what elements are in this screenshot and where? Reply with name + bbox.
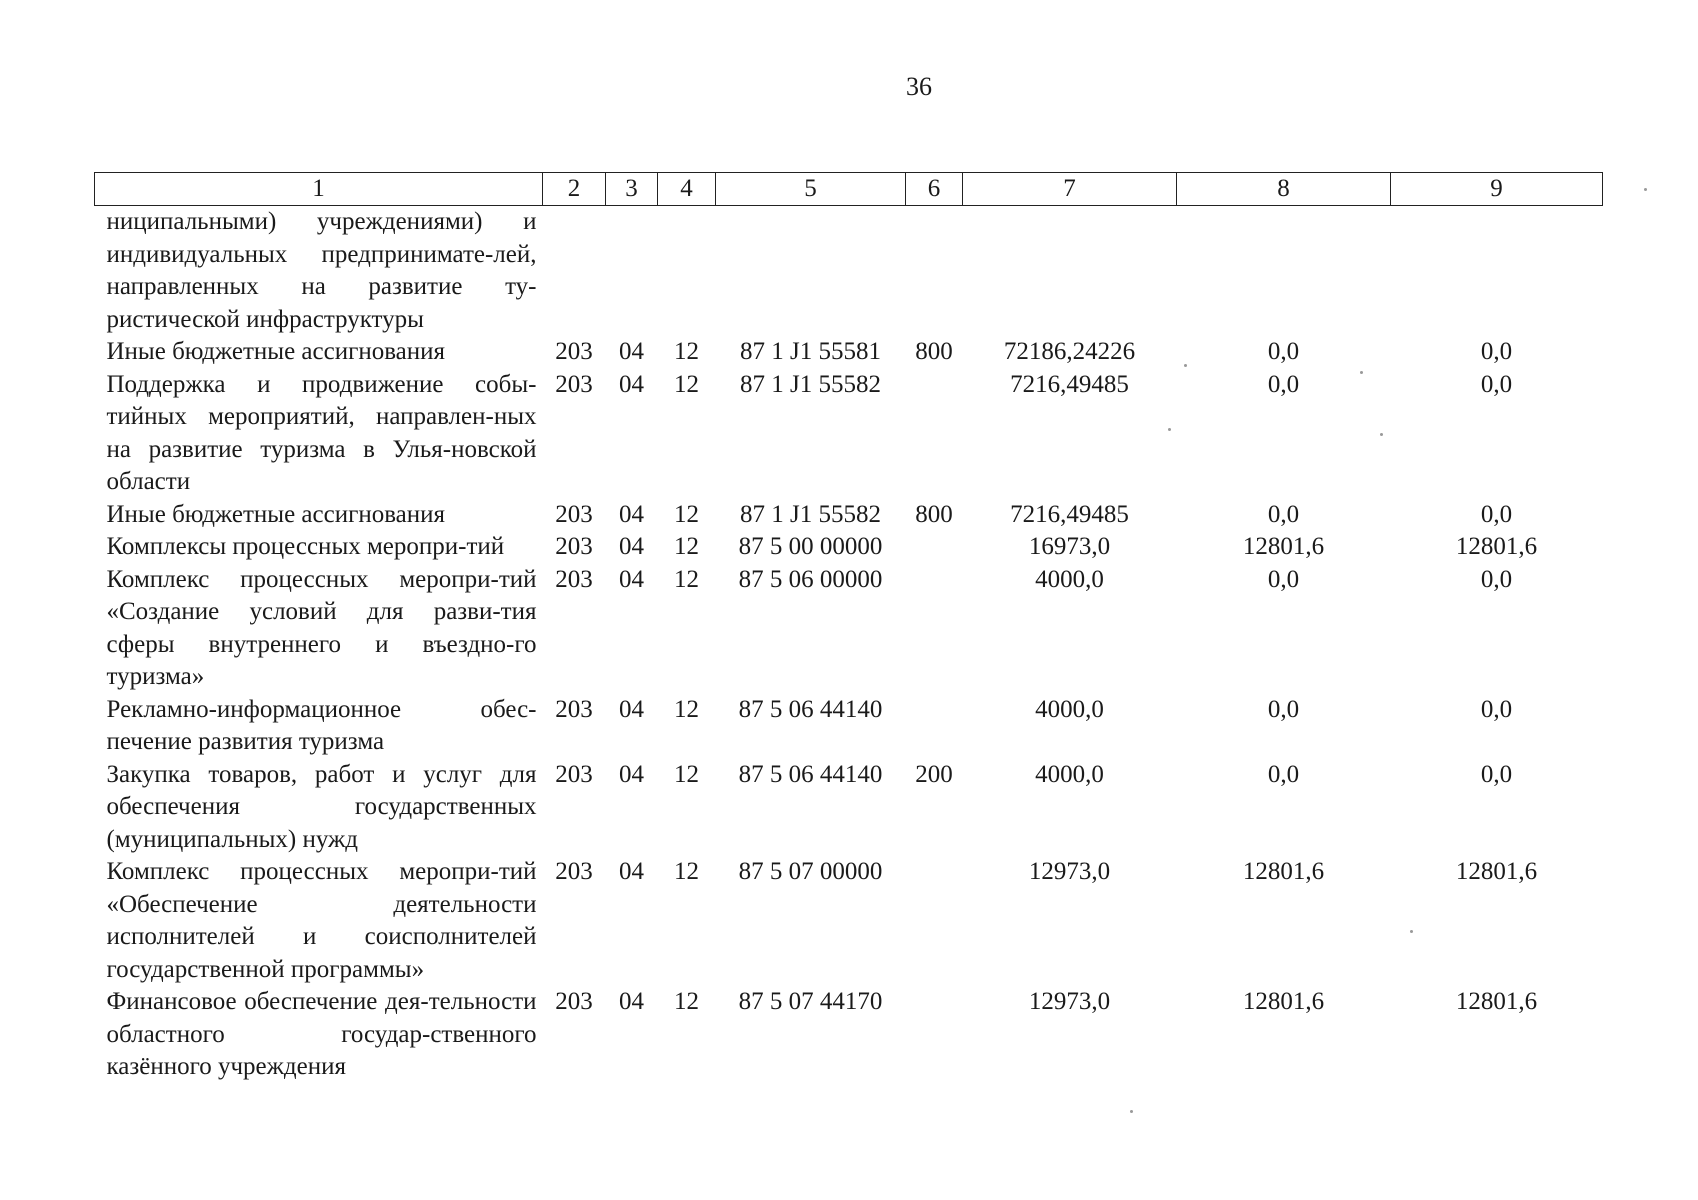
row-cell-col-3 bbox=[606, 206, 658, 337]
row-cell-col-4 bbox=[658, 206, 716, 337]
column-header-6: 6 bbox=[906, 173, 963, 206]
row-cell-col-8: 12801,6 bbox=[1242, 533, 1325, 560]
row-cell-col-4: 12 bbox=[674, 760, 699, 788]
table-row bbox=[95, 336, 1603, 369]
row-cell-col-4: 12 bbox=[674, 500, 699, 528]
row-cell-col-2: 203 bbox=[555, 565, 593, 593]
row-cell-col-3: 04 bbox=[619, 338, 644, 365]
row-cell-col-7: 7216,49485 bbox=[1010, 370, 1129, 398]
row-cell-col-4: 12 bbox=[674, 695, 699, 723]
row-cell-col-9: 0,0 bbox=[1480, 695, 1513, 723]
row-cell-col-9: 0,0 bbox=[1480, 370, 1513, 398]
table-row bbox=[95, 499, 1603, 532]
row-cell-col-8: 0,0 bbox=[1267, 370, 1300, 398]
row-cell-col-4: 12 bbox=[674, 338, 699, 365]
row-cell-col-6 bbox=[906, 694, 963, 759]
row-cell-col-3: 04 bbox=[619, 858, 644, 885]
row-item-name: Финансовое обеспечение дея-тельности областного государ-ственного казённого учреждения bbox=[106, 988, 537, 1080]
row-cell-col-5: 87 5 06 44140 bbox=[738, 695, 883, 723]
column-header-7: 7 bbox=[963, 173, 1177, 206]
row-cell-col-4: 12 bbox=[674, 565, 699, 593]
column-header-4: 4 bbox=[658, 173, 716, 206]
scan-speck bbox=[1360, 371, 1363, 374]
row-cell-col-7: 4000,0 bbox=[1035, 760, 1104, 788]
row-item-name: Комплексы процессных меропри-тий bbox=[106, 533, 505, 560]
row-cell-col-9: 12801,6 bbox=[1455, 858, 1538, 885]
table-row bbox=[95, 694, 1603, 759]
row-cell-col-7 bbox=[963, 206, 1177, 337]
row-cell-col-7: 12973,0 bbox=[1028, 988, 1111, 1015]
budget-table bbox=[94, 172, 1603, 1084]
row-cell-col-5: 87 5 07 00000 bbox=[738, 858, 883, 885]
row-cell-col-8: 0,0 bbox=[1267, 500, 1300, 528]
row-cell-col-5: 87 5 00 00000 bbox=[738, 533, 883, 560]
row-cell-col-3: 04 bbox=[619, 370, 644, 398]
scan-speck bbox=[1168, 428, 1171, 431]
budget-table-container bbox=[94, 172, 1602, 1084]
row-cell-col-7: 4000,0 bbox=[1035, 695, 1104, 723]
row-cell-col-2: 203 bbox=[555, 533, 593, 560]
row-cell-col-9: 0,0 bbox=[1480, 760, 1513, 788]
row-item-name: Комплекс процессных меропри-тий «Обеспечение деятельности исполнителей и соисполнителей государственной программы» bbox=[106, 858, 537, 983]
row-cell-col-3: 04 bbox=[619, 565, 644, 593]
row-item-name: Иные бюджетные ассигнования bbox=[106, 500, 446, 528]
scan-speck bbox=[1130, 1110, 1133, 1113]
scan-speck bbox=[1380, 433, 1383, 436]
row-cell-col-6 bbox=[906, 531, 963, 564]
row-cell-col-9: 0,0 bbox=[1480, 338, 1513, 365]
row-cell-col-5: 87 5 07 44170 bbox=[738, 988, 883, 1015]
row-cell-col-5: 87 1 J1 55582 bbox=[740, 500, 881, 528]
row-cell-col-2: 203 bbox=[555, 370, 593, 398]
table-row bbox=[95, 206, 1603, 337]
row-cell-col-7: 16973,0 bbox=[1028, 533, 1111, 560]
row-item-name: Иные бюджетные ассигнования bbox=[106, 338, 446, 365]
row-cell-col-8: 12801,6 bbox=[1242, 858, 1325, 885]
row-cell-col-8: 12801,6 bbox=[1242, 988, 1325, 1015]
row-item-name: Комплекс процессных меропри-тий «Создание условий для разви-тия сферы внутреннего и въездно-го туризма» bbox=[106, 565, 537, 690]
row-cell-col-6: 200 bbox=[915, 760, 953, 788]
row-cell-col-6 bbox=[906, 986, 963, 1084]
row-cell-col-8: 0,0 bbox=[1267, 338, 1300, 365]
row-cell-col-5: 87 1 J1 55581 bbox=[740, 338, 881, 365]
table-body bbox=[95, 206, 1603, 1084]
scan-speck bbox=[1410, 930, 1413, 933]
row-cell-col-5: 87 1 J1 55582 bbox=[740, 370, 881, 398]
row-cell-col-3: 04 bbox=[619, 533, 644, 560]
column-header-1: 1 bbox=[95, 173, 543, 206]
row-cell-col-5 bbox=[716, 206, 906, 337]
table-row bbox=[95, 369, 1603, 499]
row-cell-col-6 bbox=[906, 564, 963, 694]
row-cell-col-4: 12 bbox=[674, 370, 699, 398]
row-cell-col-2: 203 bbox=[555, 858, 593, 885]
scan-speck bbox=[1184, 364, 1187, 367]
row-cell-col-2: 203 bbox=[555, 338, 593, 365]
row-cell-col-9: 12801,6 bbox=[1455, 988, 1538, 1015]
row-cell-col-2: 203 bbox=[555, 760, 593, 788]
table-row bbox=[95, 531, 1603, 564]
row-cell-col-5: 87 5 06 00000 bbox=[738, 565, 883, 593]
row-cell-col-8 bbox=[1177, 206, 1391, 337]
row-cell-col-4: 12 bbox=[674, 988, 699, 1015]
column-number-header-row bbox=[95, 173, 1603, 206]
row-cell-col-6: 800 bbox=[915, 500, 953, 528]
row-cell-col-7: 7216,49485 bbox=[1010, 500, 1129, 528]
row-cell-col-7: 4000,0 bbox=[1035, 565, 1104, 593]
row-cell-col-2: 203 bbox=[555, 500, 593, 528]
row-cell-col-8: 0,0 bbox=[1267, 760, 1300, 788]
row-cell-col-3: 04 bbox=[619, 988, 644, 1015]
row-cell-col-6: 800 bbox=[915, 338, 953, 365]
row-cell-col-8: 0,0 bbox=[1267, 565, 1300, 593]
row-cell-col-5: 87 5 06 44140 bbox=[738, 760, 883, 788]
row-cell-col-2: 203 bbox=[555, 988, 593, 1015]
row-cell-col-9: 0,0 bbox=[1480, 565, 1513, 593]
row-cell-col-9: 0,0 bbox=[1480, 500, 1513, 528]
row-item-name: ниципальными) учреждениями) и индивидуальных предпринимате-лей, направленных на развитие ту-ристической инфраструктуры bbox=[106, 208, 537, 333]
row-cell-col-2: 203 bbox=[555, 695, 593, 723]
row-cell-col-4: 12 bbox=[674, 858, 699, 885]
row-cell-col-7: 12973,0 bbox=[1028, 858, 1111, 885]
row-cell-col-4: 12 bbox=[674, 533, 699, 560]
table-row bbox=[95, 856, 1603, 986]
table-row bbox=[95, 759, 1603, 857]
row-cell-col-3: 04 bbox=[619, 760, 644, 788]
column-header-9: 9 bbox=[1391, 173, 1603, 206]
row-item-name: Поддержка и продвижение собы-тийных мероприятий, направлен-ных на развитие туризма в Улья-новской области bbox=[106, 370, 537, 495]
row-item-name: Закупка товаров, работ и услуг для обеспечения государственных (муниципальных) нужд bbox=[106, 760, 537, 853]
page-number: 36 bbox=[906, 72, 932, 101]
row-cell-col-8: 0,0 bbox=[1267, 695, 1300, 723]
row-item-name: Рекламно-информационное обес-печение развития туризма bbox=[106, 695, 537, 755]
table-row bbox=[95, 564, 1603, 694]
row-cell-col-2 bbox=[543, 206, 606, 337]
row-cell-col-6 bbox=[906, 369, 963, 499]
table-row bbox=[95, 986, 1603, 1084]
row-cell-col-9 bbox=[1391, 206, 1603, 337]
row-cell-col-7: 72186,24226 bbox=[1003, 338, 1136, 365]
column-header-5: 5 bbox=[716, 173, 906, 206]
row-cell-col-6 bbox=[906, 206, 963, 337]
column-header-8: 8 bbox=[1177, 173, 1391, 206]
row-cell-col-6 bbox=[906, 856, 963, 986]
column-header-3: 3 bbox=[606, 173, 658, 206]
row-cell-col-3: 04 bbox=[619, 500, 644, 528]
column-header-2: 2 bbox=[543, 173, 606, 206]
row-cell-col-3: 04 bbox=[619, 695, 644, 723]
row-cell-col-9: 12801,6 bbox=[1455, 533, 1538, 560]
scan-speck bbox=[1644, 188, 1647, 191]
